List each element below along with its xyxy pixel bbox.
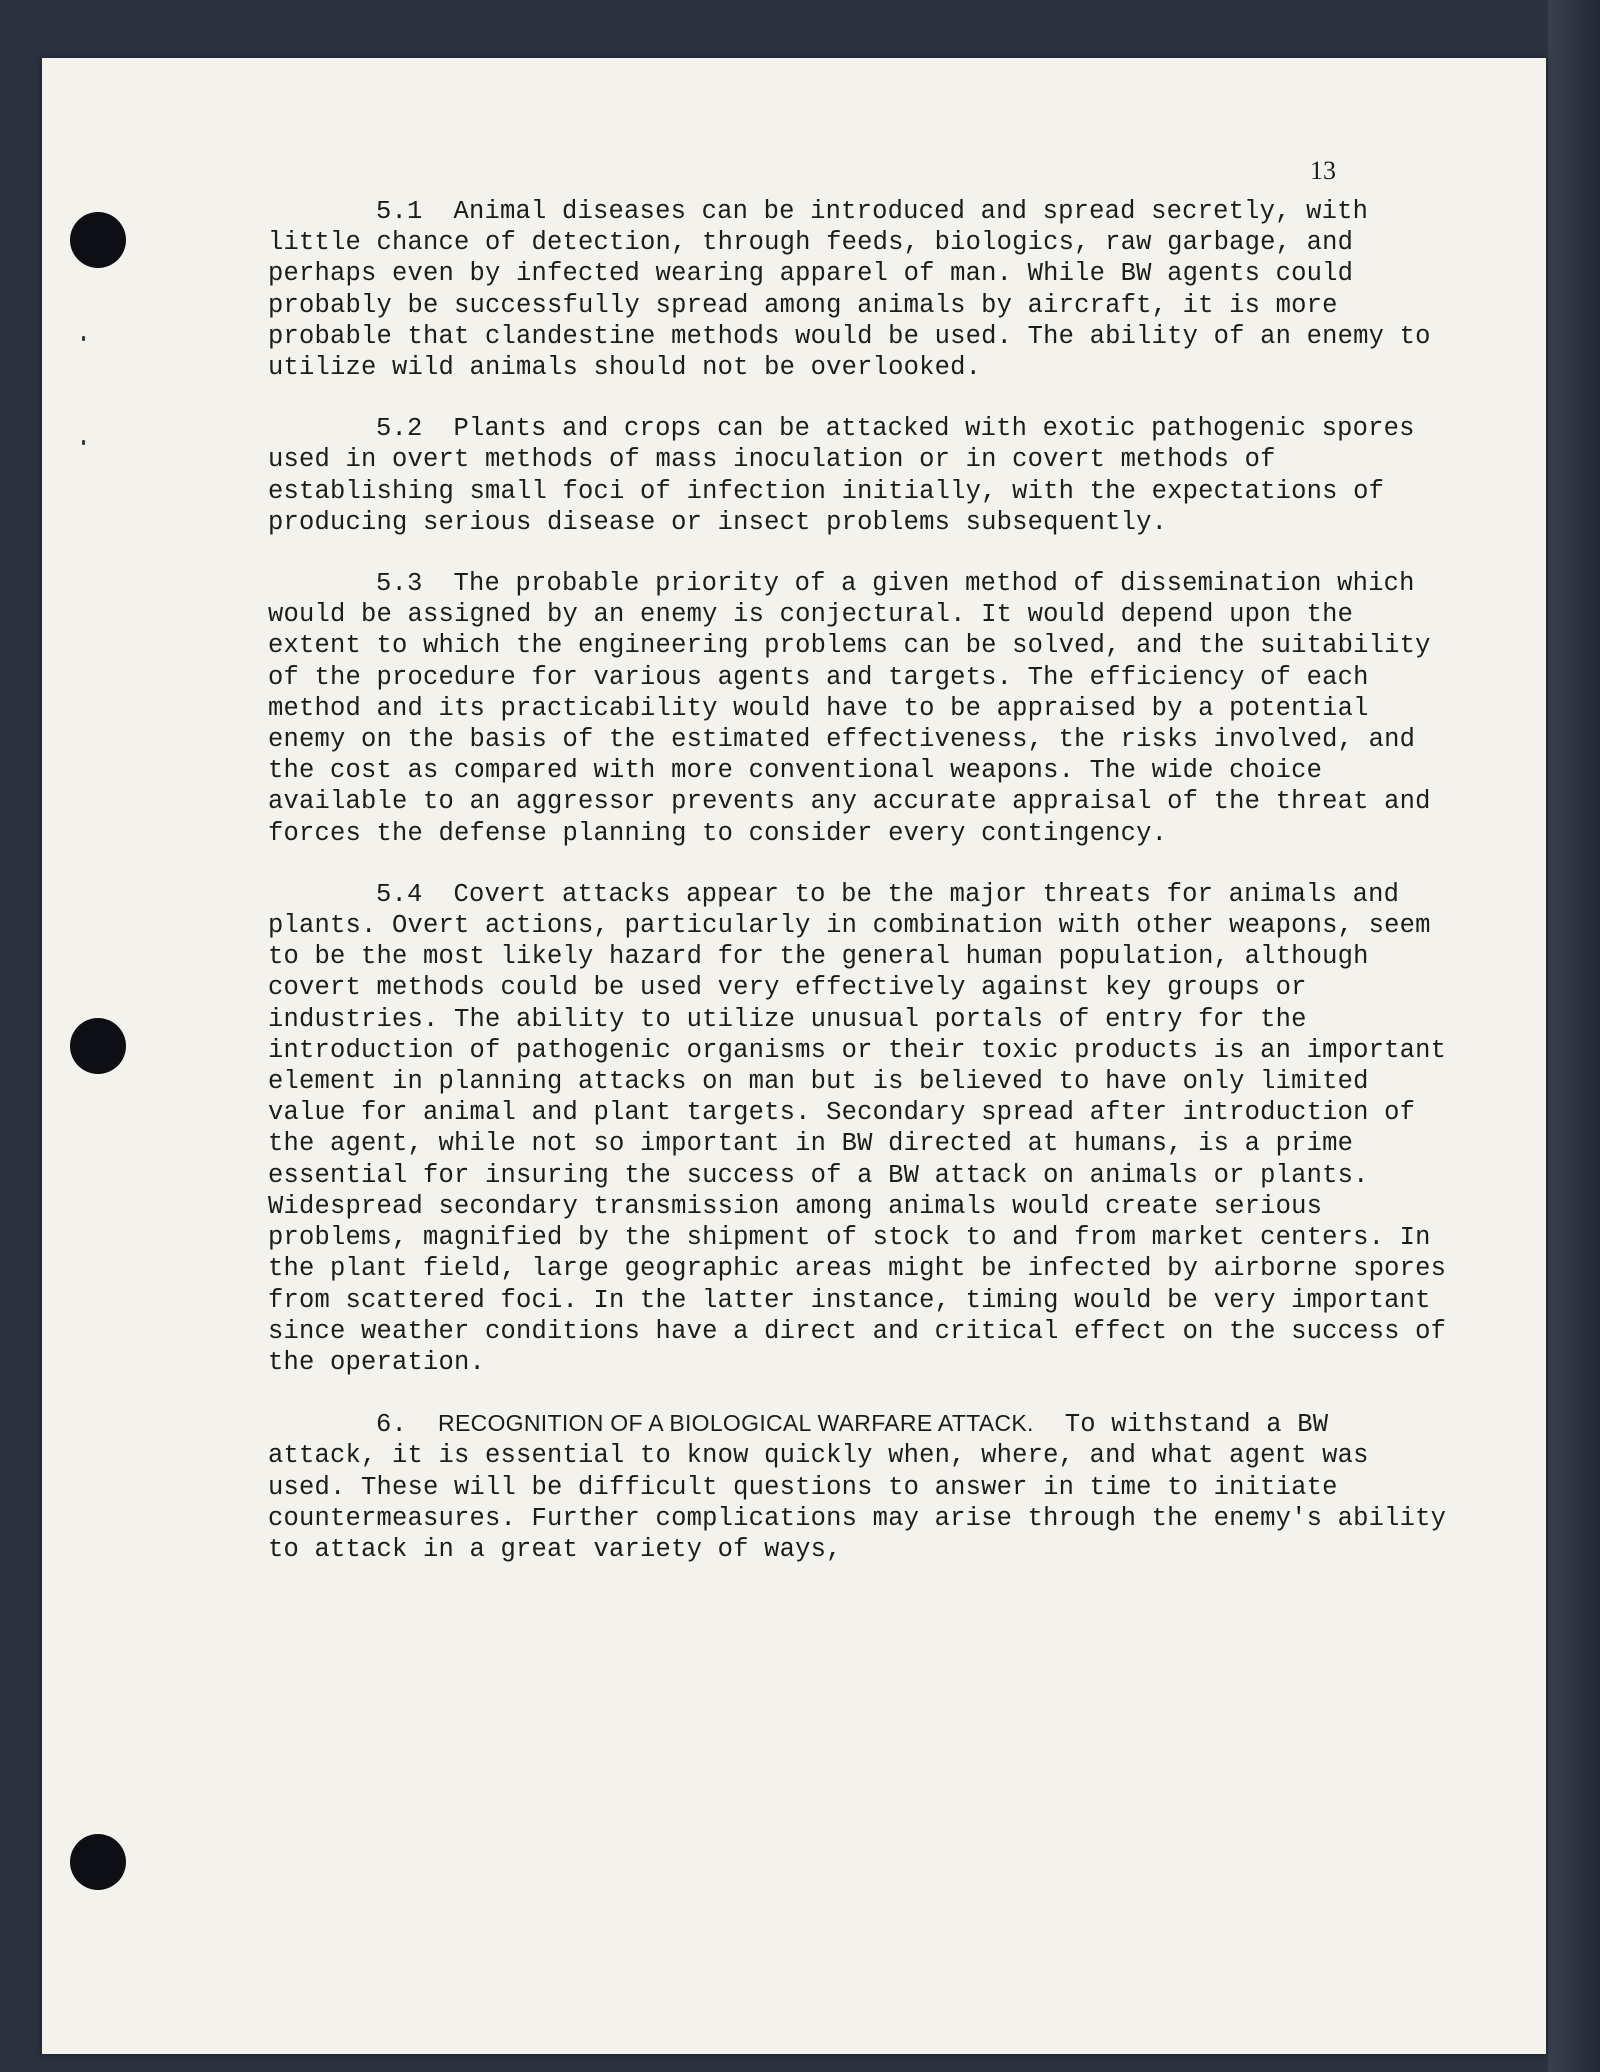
section-number: 5.2 (376, 414, 423, 444)
paragraph-5-4 (268, 879, 1448, 1378)
section-number: 5.4 (376, 879, 423, 909)
paragraph-text: Animal diseases can be introduced and spread secretly, with little chance of detection, through feeds, biologics, raw garbage, and perhaps even by infected wearing apparel of man. While BW agents could probably be successfully spread among animals by aircraft, it is more probable that clandestine methods would be used. The ability of an enemy to utilize wild animals should not be overlooked. (268, 197, 1431, 383)
document-page (42, 58, 1546, 2054)
section-number: 5.1 (376, 197, 423, 226)
paper-speck (82, 440, 85, 445)
section-number: 5.3 (376, 569, 423, 599)
paragraph-text: Plants and crops can be attacked with exotic pathogenic spores used in overt methods of mass inoculation or in covert methods of establishing small foci of infection initially, with the expectations of producing serious disease or insect problems subsequently. (268, 414, 1415, 537)
page-number: 13 (1310, 156, 1336, 185)
paragraph-5-1 (268, 196, 1448, 383)
paragraph-5-3 (268, 568, 1448, 849)
paragraph-text: To withstand a BW attack, it is essential to know quickly when, where, and what agent was used. These will be difficult questions to answer in time to initiate countermeasures. Further complications may arise through the enemy's ability to attack in a great variety of ways, (268, 1410, 1447, 1564)
paragraph-6 (268, 1408, 1448, 1565)
section-number: 6. (376, 1410, 408, 1440)
paragraph-5-2 (268, 413, 1448, 538)
punch-hole-top (70, 212, 126, 268)
section-heading: RECOGNITION OF A BIOLOGICAL WARFARE ATTACK. (438, 1410, 1034, 1437)
paper-speck (82, 336, 85, 341)
punch-hole-bottom (70, 1834, 126, 1890)
body-text (268, 196, 1448, 1595)
background-edge (1548, 0, 1600, 2072)
paragraph-text: Covert attacks appear to be the major threats for animals and plants. Overt actions, particularly in combination with other weapons, seem to be the most likely hazard for the general human population, although covert methods could be used very effectively against key groups or industries. The ability to utilize unusual portals of entry for the introduction of pathogenic organisms or their toxic products is an important element in planning attacks on man but is believed to have only limited value for animal and plant targets. Secondary spread after introduction of the agent, while not so important in BW directed at humans, is a prime essential for insuring the success of a BW attack on animals or plants. Widespread secondary transmission among animals would create serious problems, magnified by the shipment of stock to and from market centers. In the plant field, large geographic areas might be infected by airborne spores from scattered foci. In the latter instance, timing would be very important since weather conditions have a direct and critical effect on the success of the operation. (268, 879, 1447, 1377)
paragraph-text: The probable priority of a given method of dissemination which would be assigned by an enemy is conjectural. It would depend upon the extent to which the engineering problems can be solved, and the suitability of the procedure for various agents and targets. The efficiency of each method and its practicability would have to be appraised by a potential enemy on the basis of the estimated effectiveness, the risks involved, and the cost as compared with more conventional weapons. The wide choice available to an aggressor prevents any accurate appraisal of the threat and forces the defense planning to consider every contingency. (268, 569, 1431, 848)
punch-hole-middle (70, 1018, 126, 1074)
